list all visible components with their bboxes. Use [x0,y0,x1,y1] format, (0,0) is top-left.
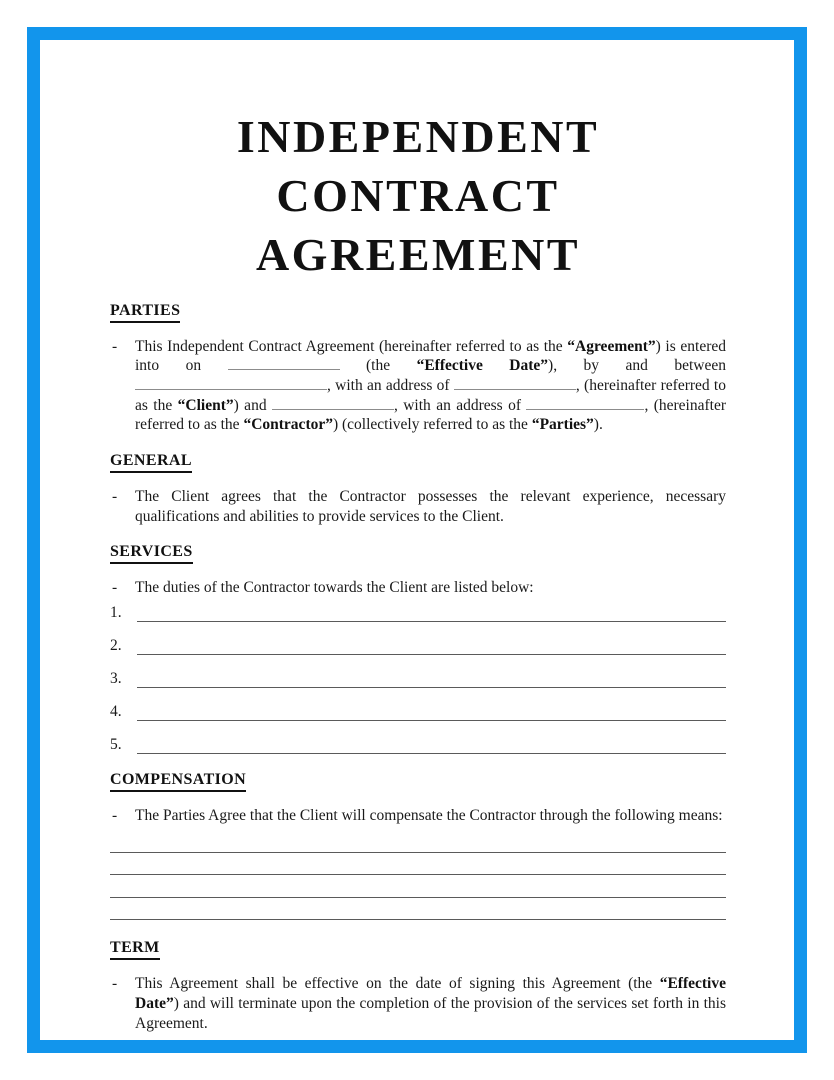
document-title-line1: INDEPENDENT [236,111,600,162]
parties-text-11: ). [593,416,603,434]
bullet-dash: - [112,807,118,824]
bullet-dash: - [112,487,118,505]
blank-client-address [454,376,576,390]
service-item-number: 4. [110,703,122,720]
blank-contractor-name [272,396,394,410]
service-item-blank-line [137,601,726,622]
parties-text-10: ) (collectively referred to as the [332,416,532,434]
compensation-blank-lines [110,852,726,923]
section-heading-services: SERVICES [110,543,726,564]
parties-term-contractor: “Contractor” [243,416,333,434]
parties-text-6: , (hereinafter referred to as the [135,376,726,414]
document-content [110,108,726,1037]
parties-term-agreement: “Agreement” [567,337,656,355]
general-clause [110,487,726,526]
section-heading-compensation: COMPENSATION [110,771,726,792]
compensation-blank-line [110,852,726,875]
term-text-2: ) and will terminate upon the completion of the provision of the services set forth in this Agreement. [135,994,726,1032]
parties-text-9: , (hereinafter referred to as the [135,396,726,434]
service-item-row [110,734,726,754]
section-heading-parties: PARTIES [110,302,726,323]
document-title [110,108,726,285]
blank-client-name [135,376,327,390]
services-text: The duties of the Contractor towards the Client are listed below: [135,579,534,597]
service-item-blank-line [137,667,726,688]
service-item-blank-line [137,634,726,655]
parties-text-2: ) is entered into on [135,337,726,375]
service-item-number: 3. [110,670,122,687]
service-item-row [110,701,726,721]
parties-text-3: (the [339,357,417,375]
service-item-number: 1. [110,604,122,621]
compensation-blank-line [110,919,726,922]
section-heading-general: GENERAL [110,452,726,473]
blank-effective-date [228,356,340,370]
parties-term-effective-date: “Effective Date” [416,357,549,375]
service-item-row [110,635,726,655]
compensation-text: The Parties Agree that the Client will compensate the Contractor through the following means: [135,807,723,824]
service-item-blank-line [137,733,726,754]
parties-term-client: “Client” [177,396,234,414]
compensation-blank-line [110,897,726,920]
parties-text-1: This Independent Contract Agreement (hereinafter referred to as the [135,337,568,355]
bullet-dash: - [112,337,118,355]
service-item-number: 2. [110,637,122,654]
bullet-dash: - [112,579,118,597]
compensation-clause [110,806,726,826]
services-numbered-list [110,602,726,754]
parties-text-8: , with an address of [393,396,527,414]
service-item-row [110,602,726,622]
bullet-dash: - [112,975,118,993]
term-clause [110,974,726,1033]
service-item-row [110,668,726,688]
parties-text-4: ), by and between [548,357,726,375]
service-item-number: 5. [110,736,122,753]
general-text: The Client agrees that the Contractor possesses the relevant experience, necessary qualifications and abilities to provide services to the Client. [135,487,726,525]
service-item-blank-line [137,700,726,721]
services-clause [110,578,726,598]
term-term-effective-date: “Effective Date” [135,975,726,1012]
term-text-1: This Agreement shall be effective on the date of signing this Agreement (the [135,975,660,993]
document-title-line2: CONTRACT AGREEMENT [255,169,581,280]
parties-clause [110,337,726,435]
compensation-blank-line [110,874,726,897]
blank-contractor-address [526,396,644,410]
parties-text-5: , with an address of [327,376,454,394]
parties-text-7: ) and [233,396,272,414]
section-heading-term: TERM [110,939,726,960]
parties-term-parties: “Parties” [531,416,594,434]
